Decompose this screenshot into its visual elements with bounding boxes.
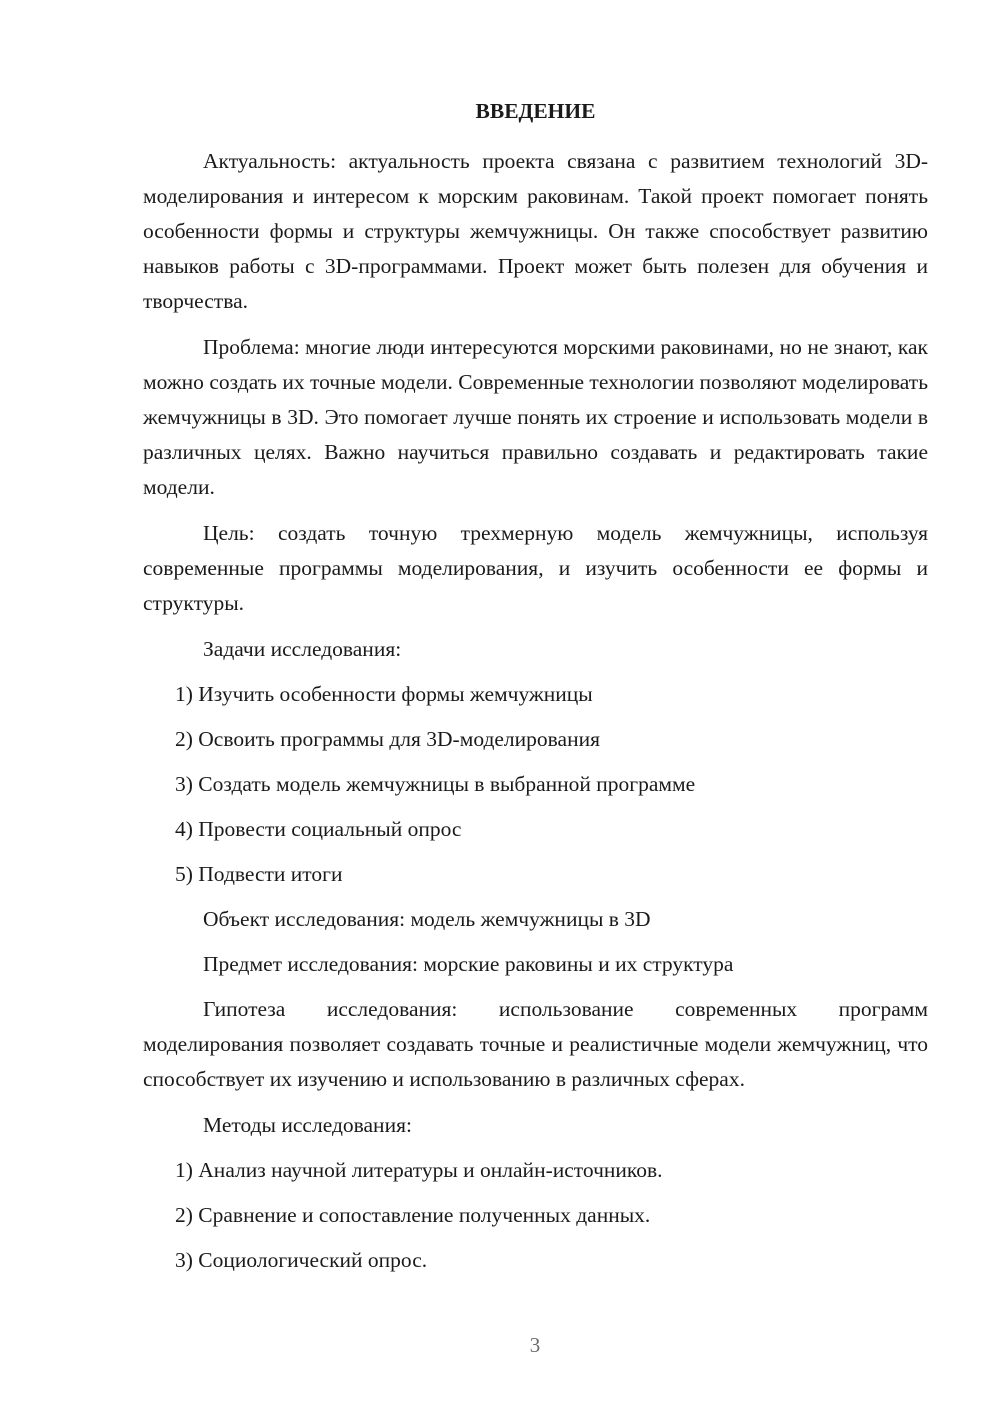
list-item: 5) Подвести итоги [175,862,343,886]
goal-paragraph: Цель: создать точную трехмерную модель жемчужницы, используя современные программы моделирования, и изучить особенности ее формы и структуры. [143,521,928,615]
methods-list [143,1153,928,1278]
list-item: 4) Провести социальный опрос [175,817,462,841]
methods-label: Методы исследования: [203,1113,412,1137]
object-line: Объект исследования: модель жемчужницы в 3D [203,907,651,931]
list-item: 2) Сравнение и сопоставление полученных данных. [175,1203,651,1227]
list-item: 1) Анализ научной литературы и онлайн-источников. [175,1158,663,1182]
subject-line: Предмет исследования: морские раковины и их структура [203,952,734,976]
list-item: 3) Создать модель жемчужницы в выбранной программе [175,772,696,796]
tasks-label: Задачи исследования: [203,637,402,661]
page-number: 3 [529,1333,541,1357]
relevance-paragraph: Актуальность: актуальность проекта связана с развитием технологий 3D-моделирования и интересом к морским раковинам. Такой проект помогает понять особенности формы и структуры жемчужницы. Он также способствует развитию навыков работы с 3D-программами. Проект может быть полезен для обучения и творчества. [143,149,928,313]
hypothesis-paragraph: Гипотеза исследования: использование современных программ моделирования позволяет создавать точные и реалистичные модели жемчужниц, что способствует их изучению и использованию в различных сферах. [143,997,928,1091]
document-page [143,96,928,1288]
list-item: 1) Изучить особенности формы жемчужницы [175,682,593,706]
list-item: 3) Социологический опрос. [175,1248,428,1272]
list-item: 2) Освоить программы для 3D-моделирования [175,727,600,751]
tasks-list [143,677,928,892]
section-title: ВВЕДЕНИЕ [475,99,596,123]
problem-paragraph: Проблема: многие люди интересуются морскими раковинами, но не знают, как можно создать их точные модели. Современные технологии позволяют моделировать жемчужницы в 3D. Это помогает лучше понять их строение и использовать модели в различных целях. Важно научиться правильно создавать и редактировать такие модели. [143,335,928,499]
